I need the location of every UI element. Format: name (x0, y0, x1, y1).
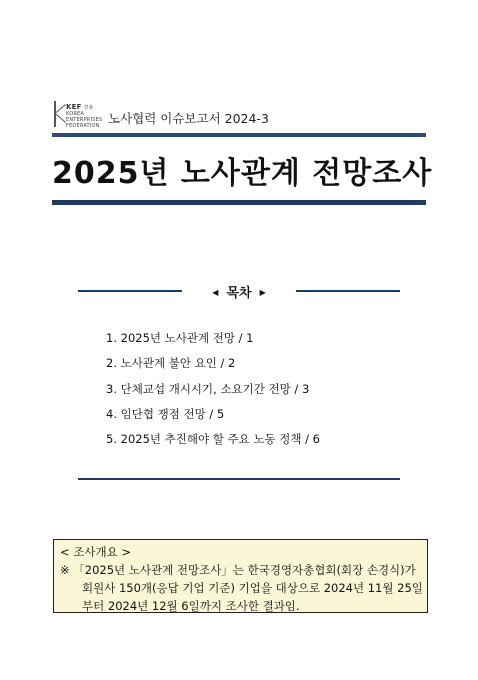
toc-title: ◀ 목차 ▶ (212, 286, 266, 301)
survey-summary-box (53, 539, 428, 613)
toc-list (106, 330, 320, 456)
summary-heading: < 조사개요 > (60, 545, 132, 559)
series-label: 노사협력 이슈보고서 2024-3 (108, 111, 269, 126)
toc-item[interactable]: 3. 단체교섭 개시시기, 소요기간 전망 / 3 (106, 381, 310, 396)
summary-line: 부터 2024년 12월 6일까지 조사한 결과임. (82, 599, 300, 613)
triangle-right-icon: ▶ (259, 288, 266, 297)
toc-item[interactable]: 4. 임단협 쟁점 전망 / 5 (106, 406, 225, 421)
title-bottom-bar (52, 200, 426, 205)
toc-divider-right (296, 290, 400, 292)
summary-line: 회원사 150개(응답 기업 기준) 기업을 대상으로 2024년 11월 25일 (82, 581, 423, 595)
title-top-bar (52, 133, 426, 137)
toc-item[interactable]: 2. 노사관계 불안 요인 / 2 (106, 356, 236, 371)
toc-item[interactable]: 5. 2025년 추진해야 할 주요 노동 정책 / 6 (106, 432, 320, 447)
toc-item[interactable]: 1. 2025년 노사관계 전망 / 1 (106, 331, 254, 345)
kef-logo-text: KEF 경총 KOREA ENTERPRISES FEDERATION (66, 103, 103, 129)
summary-line: ※ 「2025년 노사관계 전망조사」는 한국경영자총협회(회장 손경식)가 (60, 563, 416, 577)
toc-bottom-divider (78, 478, 400, 480)
page-title: 2025년 노사관계 전망조사 (52, 156, 433, 191)
toc-header (78, 282, 400, 301)
triangle-left-icon: ◀ (212, 288, 219, 297)
